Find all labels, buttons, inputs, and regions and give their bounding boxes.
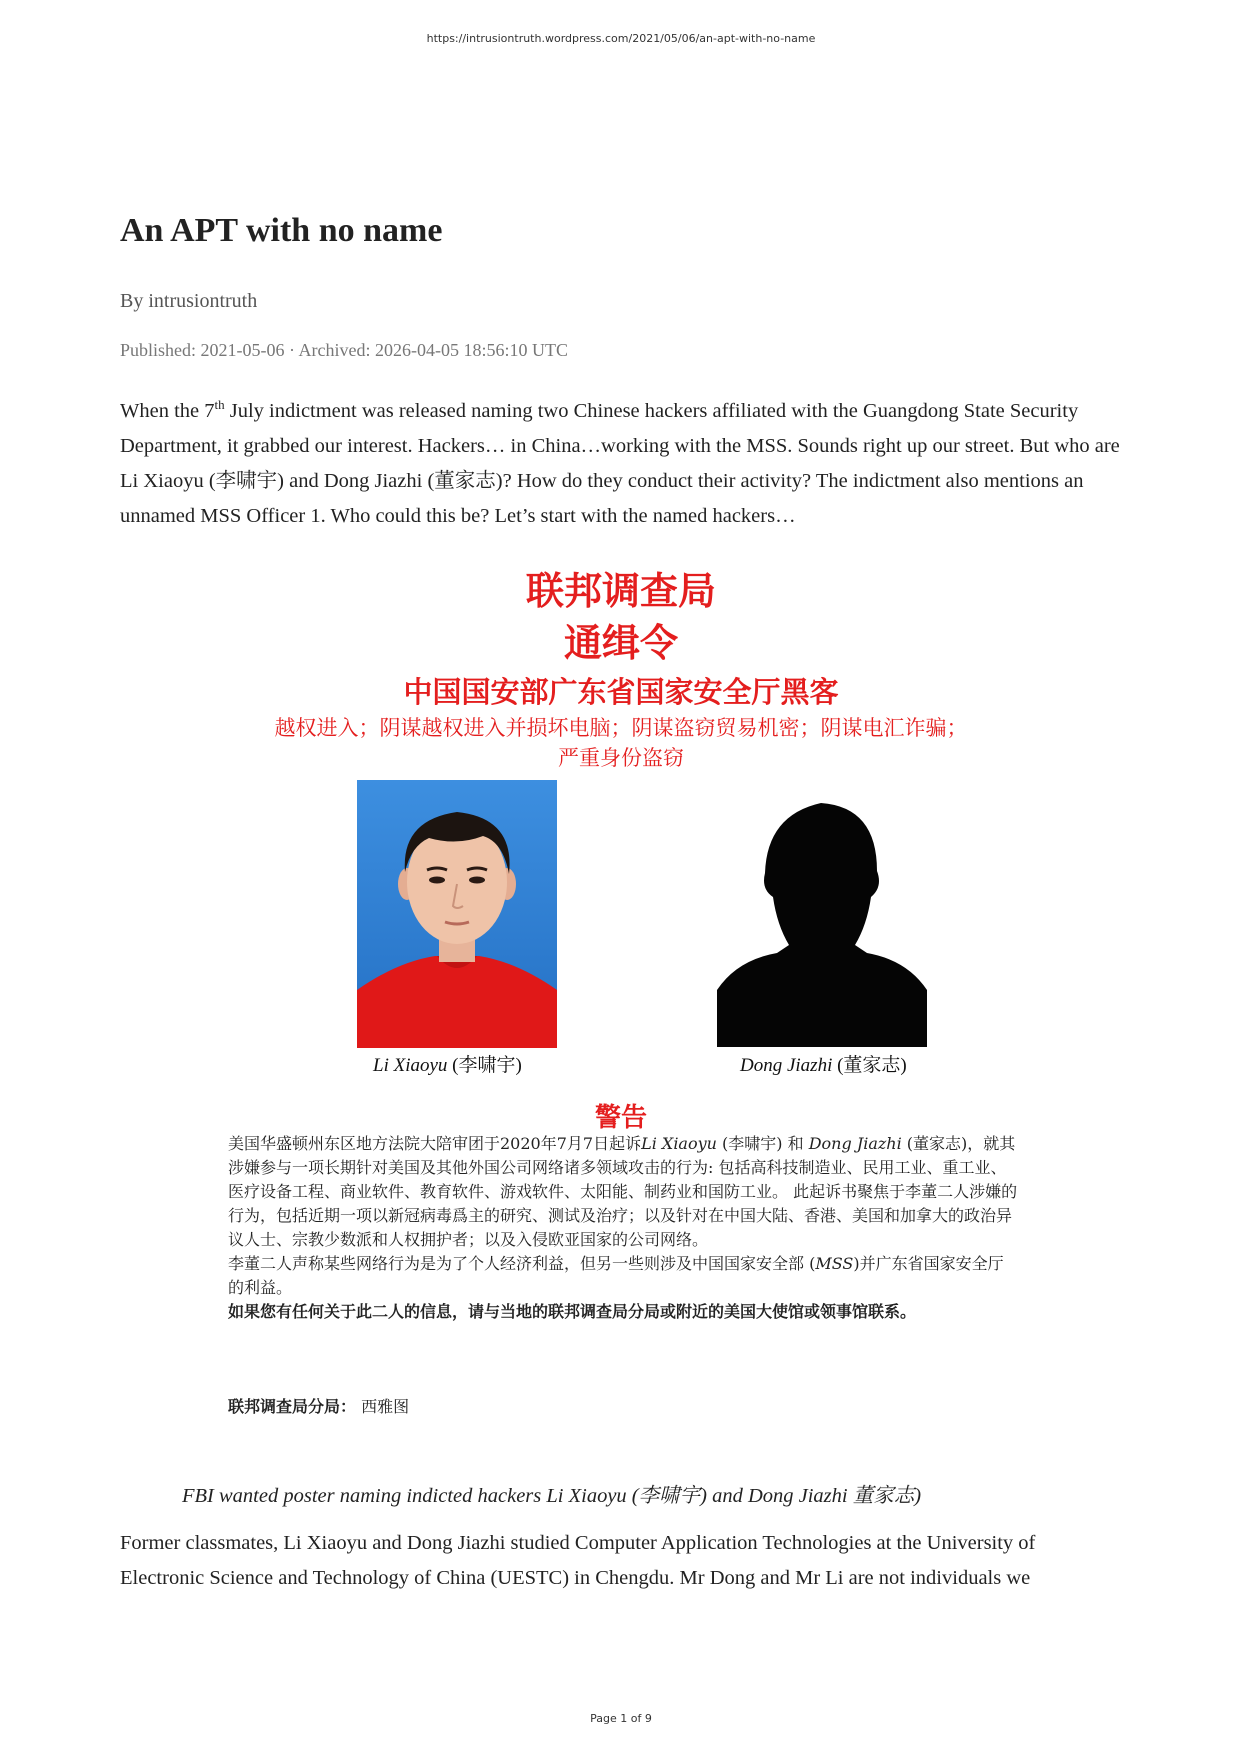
article-published-date: Published: 2021-05-06 · Archived: 2026-04-05 18:56:10 UTC bbox=[120, 340, 568, 360]
poster-body-dong-name: Dong Jiazhi bbox=[808, 1134, 902, 1153]
li-xiaoyu-chinese-name: (李啸宇) bbox=[447, 1055, 522, 1076]
poster-charges-line-1: 越权进入；阴谋越权进入并损坏电脑；阴谋盗窃贸易机密；阴谋电汇诈骗； bbox=[274, 716, 968, 740]
source-url: https://intrusiontruth.wordpress.com/2021/05/06/an-apt-with-no-name bbox=[426, 32, 816, 45]
poster-body-segment: 美国华盛顿州东区地方法院大陪审团于2020年7月7日起诉 bbox=[228, 1134, 642, 1153]
dong-jiazhi-silhouette bbox=[717, 785, 927, 1047]
article-byline: By intrusiontruth bbox=[120, 290, 258, 312]
page-number: Page 1 of 9 bbox=[590, 1712, 652, 1725]
poster-charges-line-2: 严重身份盗窃 bbox=[558, 746, 684, 770]
field-office-label: 联邦调查局分局： bbox=[228, 1397, 357, 1416]
fbi-wanted-poster bbox=[120, 560, 1122, 1420]
intro-superscript: th bbox=[214, 397, 225, 413]
li-xiaoyu-photo bbox=[357, 780, 557, 1048]
field-office-value: 西雅图 bbox=[356, 1397, 410, 1416]
li-xiaoyu-portrait-graphic bbox=[357, 780, 557, 1048]
poster-field-office bbox=[228, 1394, 409, 1417]
body-paragraph-2: Former classmates, Li Xiaoyu and Dong Jiazhi studied Computer Application Technologies at the University of Electronic Science and Technology of China (UESTC) in Chengdu. Mr Dong and Mr Li are not individuals we bbox=[120, 1532, 1036, 1589]
poster-contact-notice: 如果您有任何关于此二人的信息，请与当地的联邦调查局分局或附近的美国大使馆或领事馆联系。 bbox=[228, 1302, 917, 1321]
intro-text-rest: July indictment was released naming two Chinese hackers affiliated with the Guangdong State Security Department, it grabbed our interest. Hackers… in China…working with the MSS. Sounds right up our street. But who are Li Xiaoyu (李啸宇) and Dong Jiazhi (董家志)? How do they conduct their activity? The indictment also mentions an unnamed MSS Officer 1. Who could this be? Let’s start with the named hackers… bbox=[120, 400, 1120, 527]
poster-hackers-subtitle: 中国国安部广东省国家安全厅黑客 bbox=[403, 675, 839, 709]
silhouette-graphic bbox=[717, 785, 927, 1047]
li-xiaoyu-caption bbox=[373, 1050, 522, 1077]
figure-caption: FBI wanted poster naming indicted hackers Li Xiaoyu (李啸宇) and Dong Jiazhi 董家志) bbox=[182, 1485, 922, 1507]
poster-body-text bbox=[228, 1132, 1018, 1324]
poster-body-segment: )并广东省国家安全厅的利益。 bbox=[228, 1254, 1004, 1297]
poster-body-li-name: Li Xiaoyu bbox=[641, 1134, 717, 1153]
li-xiaoyu-name: Li Xiaoyu bbox=[373, 1055, 448, 1076]
article-title: An APT with no name bbox=[120, 212, 443, 249]
poster-wanted-title: 通缉令 bbox=[563, 621, 678, 665]
poster-body-segment: (李啸宇) 和 bbox=[716, 1134, 809, 1153]
dong-jiazhi-name: Dong Jiazhi bbox=[740, 1055, 833, 1076]
poster-warning-heading: 警告 bbox=[594, 1103, 647, 1133]
poster-body-segment: (董家志)，就其涉嫌参与一项长期针对美国及其他外国公司网络诸多领域攻击的行为: 包括高科技制造业、民用工业、重工业、医疗设备工程、商业软件、教育软件、游戏软件、太阳能、制药业和国防工业。 此起诉书聚焦于李董二人涉嫌的行为，包括近期一项以新冠病毒爲主的研究、测试及治疗；以及针对在中国大陆、香港、美国和加拿大的政治异议人士、宗教少数派和人权拥护者；以及入侵欧亚国家的公司网络。 bbox=[228, 1134, 1018, 1249]
intro-text-start: When the 7 bbox=[120, 400, 215, 422]
poster-agency-title: 联邦调查局 bbox=[525, 569, 716, 613]
poster-body-segment: 李董二人声称某些网络行为是为了个人经济利益，但另一些则涉及中国国家安全部 ( bbox=[228, 1254, 816, 1273]
dong-jiazhi-chinese-name: (董家志) bbox=[832, 1055, 907, 1076]
dong-jiazhi-caption bbox=[740, 1050, 907, 1077]
poster-body-mss: MSS bbox=[815, 1254, 854, 1273]
intro-paragraph bbox=[120, 394, 1122, 534]
